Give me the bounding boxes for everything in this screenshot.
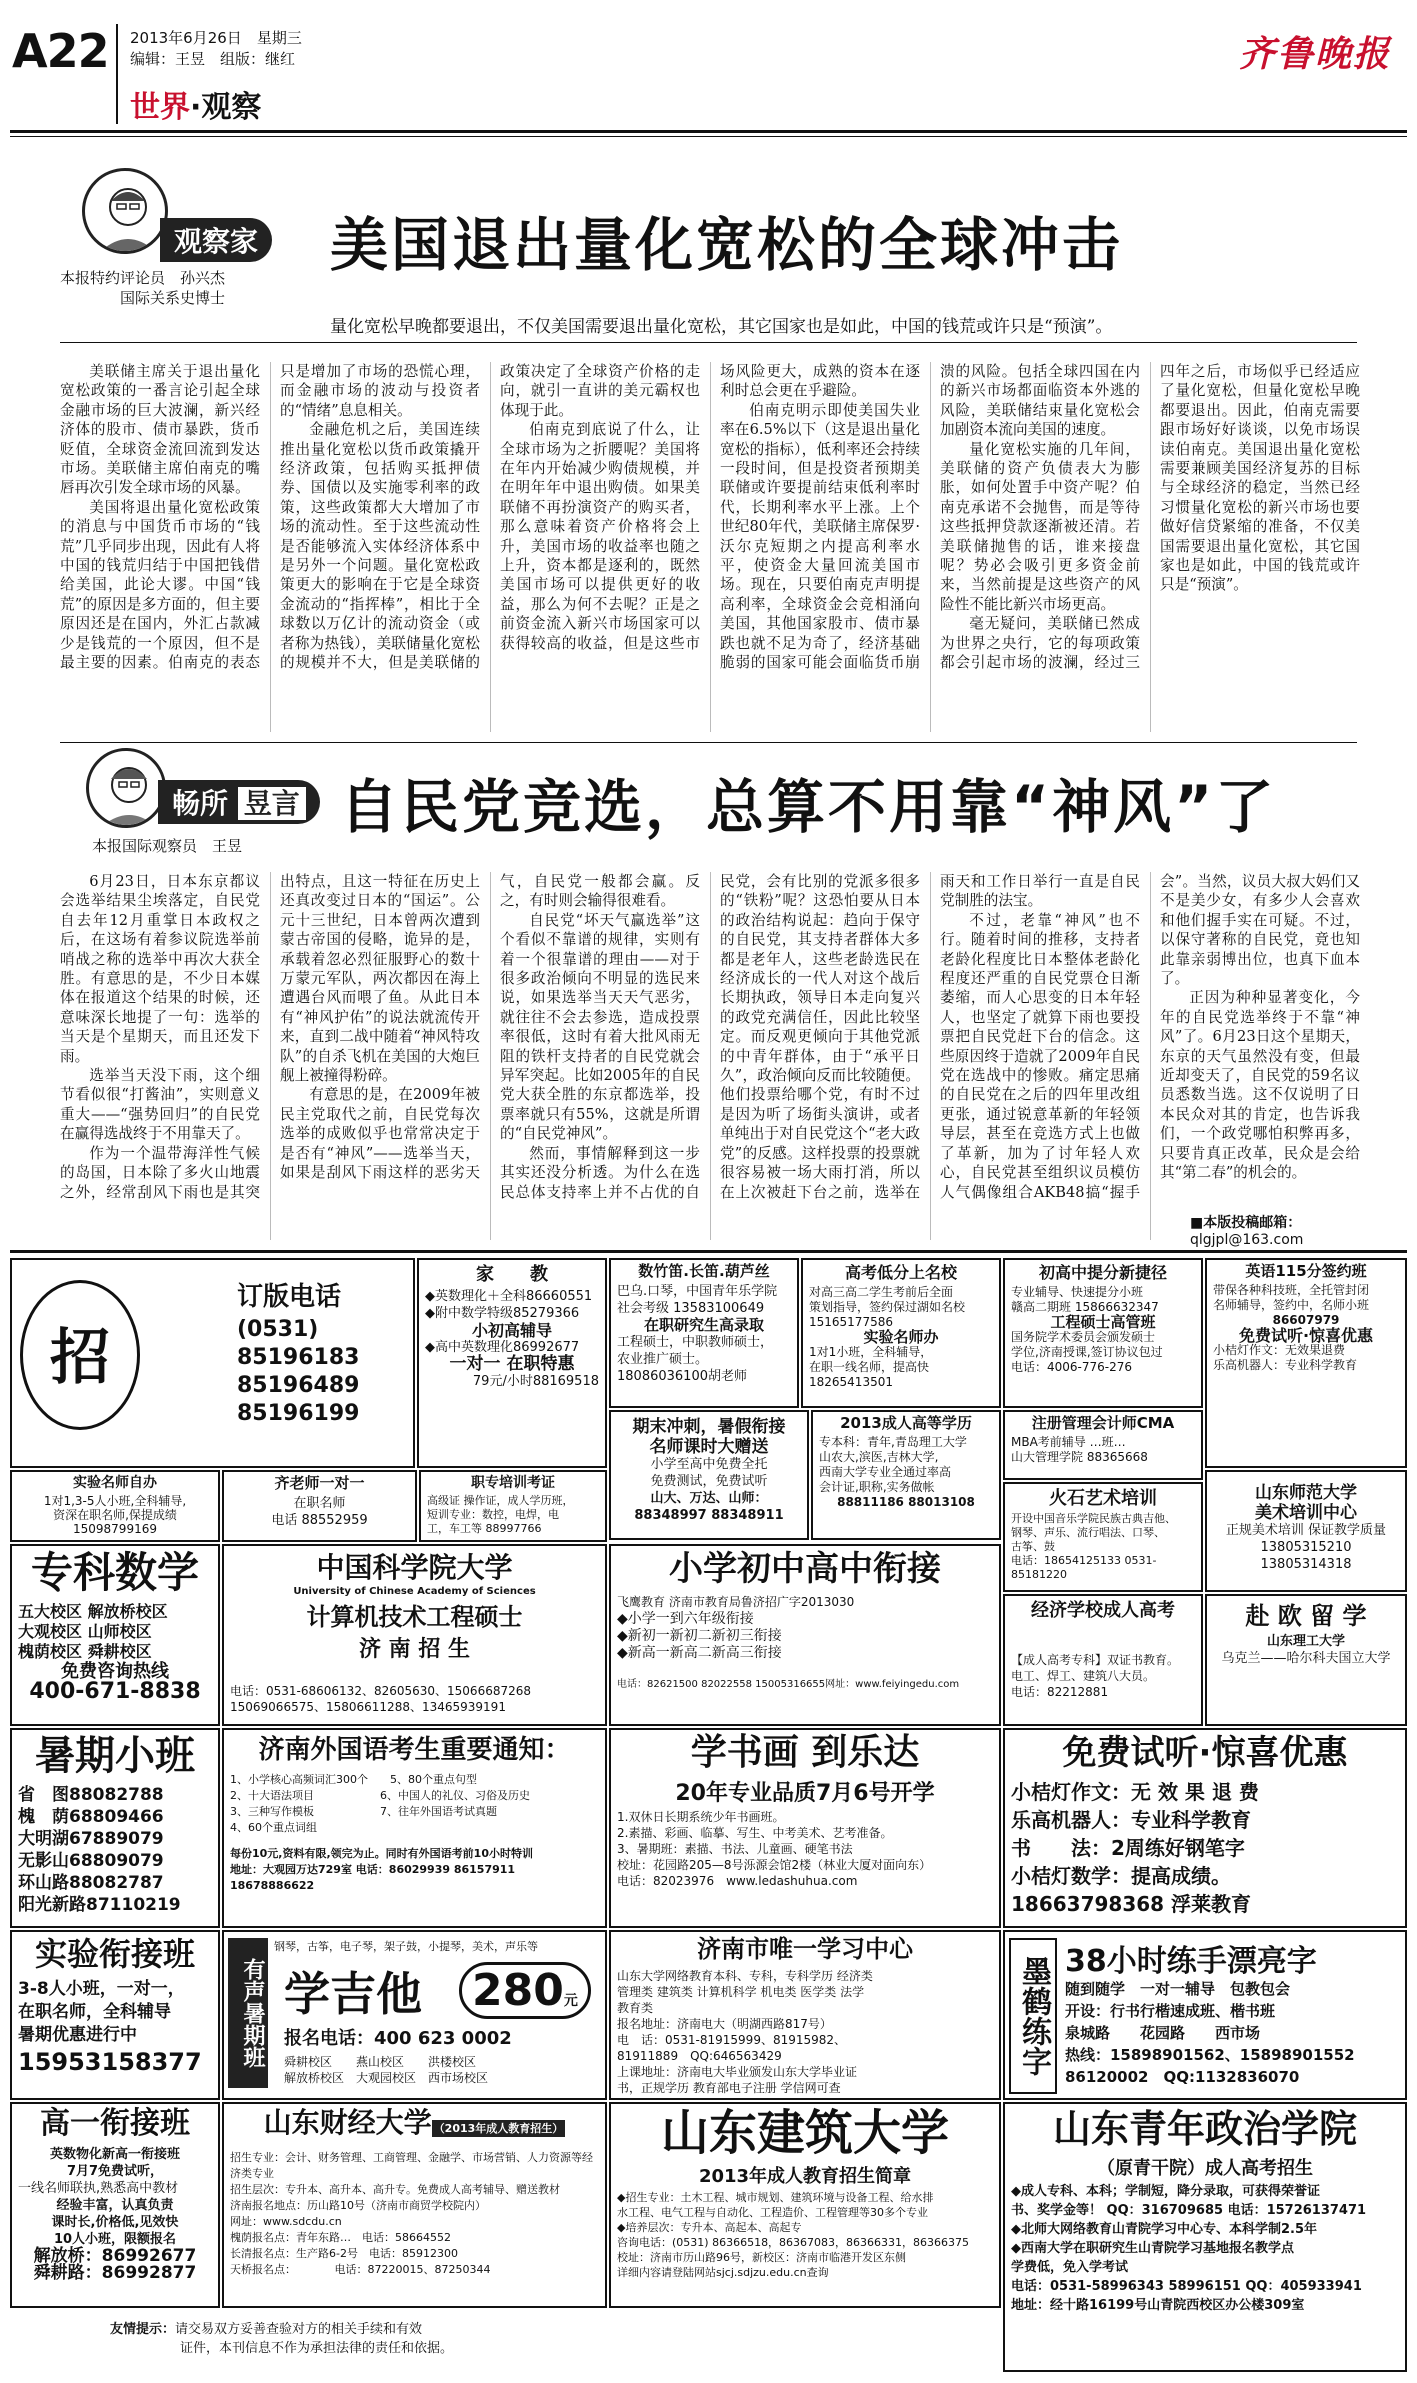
article1-para: 美国将退出量化宽松政策的消息与中国货币市场的“钱荒”几乎同步出现，因此有人将中国的钱荒归结于中国把钱借给美国，此论大谬。中国“钱荒”的原因是多方面的，但主要原因还是在国内，外汇占款减少是钱荒的一个原因，但不是最主要的因素。伯南克的表态只是增加了市场的恐慌心理，而金融市场的波动与投资者的“情绪”息息相关。: [60, 363, 480, 672]
ad-cma: 注册管理会计师CMA MBA考前辅导 …班… 山大管理学院 88365668: [1003, 1410, 1203, 1480]
ad-economics-school: 经济学校成人高考 【成人高考专科】双证书教育。 电工、焊工、建筑八大员。 电话：82212881: [1003, 1594, 1203, 1726]
ad-experiment-teacher: 实验名师自办 1对1,3-5人小班,全科辅导, 资深在职名师,保提成绩 15098799169: [10, 1470, 220, 1542]
article1-para: 伯南克明示即使美国失业率在6.5%以下（这是退出量化宽松的指标），低利率还会持续一段时间，但是投资者预期美联储或许要提前结束低利率时代，长期利率水平上涨。上个世纪80年代，美联储主席保罗·沃尔克短期之内提高利率水平，使资金大量回流美国市场。现在，只要伯南克声明提高利率，全球资金会竞相涌向美国，其他国家股市、债市暴跌也就不足为奇了，经济基础脆弱的国家可能会面临货币崩溃的风险。包括全球四国在内的新兴市场都面临资本外逃的风险，美联储结束量化宽松会加剧资本流向美国的速度。: [720, 363, 1140, 672]
article1-para: 伯南克到底说了什么，让全球市场为之折腰呢？美国将在年内开始减少购债规模，并在明年年中退出购债。如果美联储不再扮演资产的购买者，那么意味着资产价格将会上升，美国市场的收益率也随之上升，资本都是逐利的，既然美国市场可以提供更好的收益，那么为何不去呢？正是之前资金流入新兴市场国家可以获得较高的收益，但是这些市场风险更大，成熟的资本在逐利时总会更在乎避险。: [500, 363, 920, 652]
ad-grade10-bridge: 高一衔接班 英数物化新高一衔接班 7月7免费试听， 一线名师联执,熟悉高中教材 经验丰富，认真负责 课时长,价格低,见效快 10人小班，限额报名 解放桥：86992677 舜耕路：86992877: [10, 2102, 220, 2308]
headline-1: 美国退出量化宽松的全球冲击: [330, 211, 1124, 279]
article1-para: 金融危机之后，美国连续推出量化宽松以货币政策撬开经济政策，包括购买抵押债券、国债以及实施零利率的政策，这些政策都大大增加了市场的流动性。至于这些流动性是否能够流入实体经济体系中是另外一个问题。量化宽松政策更大的影响在于它是全球资金流动的“指挥棒”，相比于全球数以万亿计的流动资金（或者称为热钱），美联储量化宽松的规模并不大，但是美联储的政策决定了全球资产价格的走向，就引一直讲的美元霸权也体现于此。: [280, 363, 700, 672]
ad-ucas: 中国科学院大学 University of Chinese Academy of Sciences 计算机技术工程硕士 济 南 招 生 电话：0531-68606132、82605630、15066687268 15069066575、15806611288、13465939191: [222, 1544, 607, 1726]
ad-teacher-qi: 齐老师一对一 在职名师 电话 88552959: [222, 1470, 417, 1542]
ad-side-mark: 招: [20, 1280, 140, 1430]
deck-1: 量化宽松早晚都要退出，不仅美国需要退出量化宽松，其它国家也是如此，中国的钱荒或许只是“预演”。: [330, 317, 1113, 337]
author-portrait-2: [86, 748, 166, 828]
article1-body: [60, 362, 1360, 732]
newspaper-logo: 齐鲁晚报: [1238, 33, 1391, 75]
ad-vocational: 职专培训考证 高级证 操作证，成人学历班， 短训专业：数控，电焊，电 工，车工等 88997766: [419, 1470, 607, 1542]
article1-para: 毫无疑问，美联储已然成为世界之央行，它的每项政策都会引起市场的波澜，经过三四年之后，市场似乎已经适应了量化宽松，但量化宽松早晚都要退出。因此，伯南克需要跟市场好好谈谈，以免市场误读伯南克。美国退出量化宽松需要兼顾美国经济复苏的目标与全球经济的稳定，当然已经习惯量化宽松的新兴市场也要做好信贷紧缩的准备，不仅美国需要退出量化宽松，其它国家也是如此，中国的钱荒或许只是“预演”。: [940, 363, 1360, 672]
byline-1: 本报特约评论员 孙兴杰 国际关系史博士: [60, 269, 226, 307]
ad-sdyu: 山东青年政治学院 （原青干院）成人高考招生 ◆成人专科、本科；学制短，降分录取，可获得荣誉证 书、奖学金等！ QQ：316709685 电话：15726137471 ◆北师大网络教育山青院学习中心专、本科学制2.5年 ◆西南大学在职研究生山青院学习基地报名教学点 学费低，免入学考试 电话：0531-58996343 58996151 QQ：405933941 地址：经十路16199号山青院西校区办公楼309室: [1003, 2102, 1407, 2372]
issue-meta: [130, 28, 302, 70]
article2-para: 然而，事情解释到这一步其实还没分析透。为什么在选民总体支持率上并不占优的自民党，会有比别的党派多很多的“铁粉”呢？这恐怕要从日本的政治结构说起：趋向于保守的自民党，其支持者群体大多都是老年人，这些老龄选民在经济成长的一代人对这个战后长期执政，领导日本走向复兴的政党充满信任，因此比较坚定。而反观更倾向于其他党派的中青年群体，由于“承平日久”，政治倾向反而比较随便。他们投票给哪个党，有时不过是因为听了场街头演讲，或者单纯出于对自民党这个“老大政党”的反感。这样投票的投票就很容易被一场大雨打消，所以在上次被赶下台之前，选举在雨天和工作日举行一直是自民党制胜的法宝。: [500, 873, 1140, 1201]
ad-summer-class: 暑期小班 省 图88082788 槐 荫68809466 大明湖67889079 无影山68809079 环山路88082787 阳光新路87110219: [10, 1728, 220, 1928]
author-portrait-1: [82, 168, 168, 254]
article-separator: [60, 742, 1357, 743]
byline-2: 本报国际观察员 王昱: [92, 837, 243, 855]
article1-rule: [60, 342, 1357, 343]
headline-2: 自民党竞选，总算不用靠“神风”了: [340, 773, 1277, 841]
article2-body: [60, 872, 1360, 1240]
ad-adult-degree: 2013成人高等学历 专本科：青年,青岛理工大学 山农大,滨医,吉林大学, 西南大学专业全通过率高 会计证,职称,实务做帐 88811186 88013108: [811, 1410, 1001, 1540]
column-badge-opinion: 畅所 昱言: [158, 780, 320, 824]
ad-english: 英语115分签约班 带保各种科技班，全托管封闭 名师辅导，签约中，名师小班 86607979 免费试听·惊喜优惠 小桔灯作文：无效果退费 乐高机器人：专业科学教育: [1205, 1258, 1407, 1468]
ad-sdnu-art: 山东师范大学 美术培训中心 正规美术培训 保证教学质量 13805315210 13805314318: [1205, 1470, 1407, 1592]
ad-sdjzu: 山东建筑大学 2013年成人教育招生简章 ◆招生专业：土木工程、城市规划、建筑环境与设备工程、给水排 水工程、电气工程与自动化、工程造价、工程管理等30多个专业 ◆培养层次：专升本、高起本、高起专 咨询电话：(0531) 86366518，86367083，86366331，86366375 校址：济南市历山路96号，新校区：济南市临港开发区东侧 详细内容请登陆网站sjcj.sdjzu.edu.cn查询: [609, 2102, 1001, 2308]
footer-notice: 友情提示：请交易双方妥善查验对方的相关手续和有效 证件，本刊信息不作为承担法律的责任和依据。: [110, 2322, 454, 2356]
ad-study-europe: 赴 欧 留 学 山东理工大学 乌克兰——哈尔科夫国立大学: [1205, 1594, 1407, 1726]
ad-foreign-language-notice: 济南外国语考生重要通知： 1、小学核心高频词汇300个 5、80个重点句型 2、十大语法项目 6、中国人的礼仪、习俗及历史 3、三种写作模板 7、往年外国语考试真题 4、60个重点词组 每份10元,资料有限,领完为止。同时有外国语考前10小时特训 地址：大观园万达729室 电话：86029939 86157911 18678886622: [222, 1728, 607, 1928]
article1-para: 量化宽松实施的几年间，美联储的资产负债表大为膨胀，如何处置手中资产呢？伯南克承诺不会抛售，而是等待这些抵押贷款逐渐被还清。若美联储抛售的话，谁来接盘呢？势必会吸引更多资金前来，当然前提是这些资产的风险性不能比新兴市场更高。: [940, 440, 1140, 613]
header-divider: [116, 24, 118, 124]
header-rule: [10, 130, 1407, 133]
email-link[interactable]: qlgjpl@163.com: [1190, 1232, 1304, 1248]
ad-free-trial: 免费试听·惊喜优惠 小桔灯作文：无 效 果 退 费 乐高机器人：专业科学教育 书 法：2周练好钢笔字 小桔灯数学：提高成绩。 18663798368 浮莱教育: [1003, 1728, 1407, 1928]
ad-school-bridge: 小学初中高中衔接 飞鹰教育 济南市教育局鲁济招广字2013030 ◆小学一到六年级衔接 ◆新初一新初二新初三衔接 ◆新高一新高二新高三衔接 电话：82621500 82022558 15005316655网址：www.feiyingedu.com: [609, 1544, 1001, 1726]
article2-para: 有意思的是，在2009年被民主党取代之前，自民党每次选举的成败似乎也常常决定于是否有“神风”——选举当天，如果是刮风下雨这样的恶劣天气，自民党一般都会赢。反之，有时则会输得很难看。: [280, 873, 700, 1182]
ad-handwriting-logo: 墨鹤练字: [1009, 1938, 1057, 2094]
ad-guitar-price: 280元: [459, 1962, 591, 2019]
ad-sdufe: 山东财经大学 （2013年成人教育招生） 招生专业：会计、财务管理、工商管理、金融学、市场营销、人力资源等经济类专业 招生层次：专升本、高升本、高升专。免费成人高考辅导、赠送教材 济南报名地点：历山路10号（济南市商贸学校院内） 网址：www.sdcdu.cn 槐荫报名点：青年东路… 电话：58664552 长清报名点：生产路6-2号 电话：85912300 天桥报名点： 电话：87220015、87250344: [222, 2102, 607, 2308]
ad-summer-bridge: 期末冲刺，暑假衔接 名师课时大赠送 小学至高中免费全托 免费测试，免费试听 山大、万达、山师： 88348997 88348911: [609, 1410, 809, 1540]
issue-weekday: 星期三: [256, 29, 302, 47]
ad-tutoring: 家 教 ◆英数理化＋全科86660551 ◆附中数学特级85279366 小初高辅导 ◆高中英数理化86992677 一对一 在职特惠 79元/小时88169518: [417, 1258, 607, 1468]
article2-para: 作为一个温带海洋性气候的岛国，日本除了多火山地震之外，经常刮风下雨也是其突出特点，且这一特征在历史上还真改变过日本的“国运”。公元十三世纪，日本曾两次遭到蒙古帝国的侵略，诡异的是，承载着忽必烈征服野心的数十万蒙元军队，两次都因在海上遭遇台风而喂了鱼。从此日本有“神风护佑”的说法就流传开来，直到二战中随着“神风特攻队”的自杀飞机在美国的大炮巨舰上被撞得粉碎。: [60, 873, 480, 1201]
ad-experiment-bridge: 实验衔接班 3-8人小班，一对一， 在职名师，全科辅导 暑期优惠进行中 15953158377: [10, 1930, 220, 2100]
ad-gaokao: 高考低分上名校 对高三高二学生考前后全面 策划指导，签约保过湖如名校 15165177586 实验名师办 1对1小班，全科辅导， 在职一线名师，提高快 18265413501: [801, 1258, 1001, 1408]
article2-para: 6月23日，日本东京都议会选举结果尘埃落定，自民党自去年12月重掌日本政权之后，在这场有着参议院选举前哨战之称的选举中再次大获全胜。有意思的是，不少日本媒体在报道这个结果的时候，还意味深长地提了一句：选举的当天是个星期天，而且还发下雨。: [60, 873, 260, 1065]
article2-para: 不过，老靠“神风”也不行。随着时间的推移，支持者老龄化程度比日本整体老龄化程度还严重的自民党票仓日渐萎缩，而人心思变的日本年轻人，也坚定了就算下雨也要投票把自民党赶下台的信念。这些原因终于造就了2009年自民党在选战中的惨败。痛定思痛的自民党在之后的四年里改组更张，通过锐意革新的年轻领导层，甚至在竞选方式上也做了革新，加为了讨年轻人欢心，自民党甚至组织议员模仿人气偶像组合AKB48搞“握手会”。当然，议员大叔大妈们又不是美少女，有多少人会喜欢和他们握手实在可疑。不过，以保守著称的自民党，竟也知此靠亲弱博出位，也真下血本了。: [940, 873, 1360, 1201]
ad-art-training: 火石艺术培训 开设中国音乐学院民族古典吉他、 钢琴、声乐、流行唱法、口琴、 古筝、鼓 电话：18654125133 0531-85181220: [1003, 1482, 1203, 1592]
ad-learning-center: 济南市唯一学习中心 山东大学网络教育本科、专科，专科学历 经济类 管理类 建筑类 计算机科学 机电类 医学类 法学 教育类 报名地址：济南电大（明湖西路817号） 电 话：0531-81915999、81915982、 81911889 QQ:646563429 上课地址：济南电大毕业颁发山东大学毕业证 书，正规学历 教育部电子注册 学信网可查: [609, 1930, 1001, 2100]
ads-top-rule: [10, 1250, 1407, 1253]
ad-music-grad: 数竹笛.长笛.葫芦丝 巴乌.口琴，中国青年乐学院 社会考级 13583100649 在职研究生高录取 工程硕士，中职教师硕士， 农业推广硕士。 18086036100胡老师: [609, 1258, 799, 1408]
article2-para: 正因为种种显著变化，今年的自民党选举终于不靠“神风”了。6月23日这个星期天，东京的天气虽然没有变，但最近却变天了，自民党的59名议员悉数当选。这不仅说明了日本民众对其的肯定，也告诉我们，一个政党哪怕积弊再多，只要肯真正改革，民众是会给其“第二春”的机会的。: [1160, 989, 1360, 1182]
ad-subscription: 招 订版电话 (0531) 85196183 85196489 85196199: [10, 1258, 415, 1468]
ad-handwriting: 墨鹤练字 38小时练手漂亮字 随到随学 一对一辅导 包教包会 开设：行书行楷速成班、楷书班 泉城路 花园路 西市场 热线：15898901562、15898901552 86120002 QQ:1132836070: [1003, 1930, 1407, 2100]
ad-guitar: 有声暑期班 钢琴，古筝，电子琴，架子鼓，小提琴，美术，声乐等 学吉他 280元 报名电话：400 623 0002 舜耕校区 燕山校区 洪楼校区 解放桥校区 大观园校区 西市场校区: [222, 1930, 607, 2100]
issue-date: 2013年6月26日: [130, 29, 242, 47]
article1-para: 美联储主席关于退出量化宽松政策的一番言论引起全球金融市场的巨大波澜，新兴经济体的股市、债市暴跌，货币贬值，全球资金流回流到发达市场。美联储主席伯南克的嘴唇再次引发全球市场的风暴。: [60, 363, 260, 497]
header-rule-thin: [10, 136, 1407, 137]
article2-para: 自民党“坏天气赢选举”这个看似不靠谱的规律，实则有着一个很靠谱的理由——对于很多政治倾向不明显的选民来说，如果选举当天天气恶劣，就往往不会去参选，造成投票率很低，这时有着大批风雨无阻的铁杆支持者的自民党就会异军突起。比如2005年的自民党大获全胜的东京都选举，投票率就只有55%，这就是所谓的“自民党神风”。: [500, 911, 700, 1143]
designer: 组版：继红: [220, 50, 296, 68]
article2-para: 选举当天没下雨，这个细节看似很“打酱油”，实则意义重大——“强势回归”的自民党在赢得选战终于不用靠天了。: [60, 1067, 260, 1143]
ad-calligraphy-leda: 学书画 到乐达 20年专业品质7月6号开学 1.双休日长期系统少年书画班。 2.素描、彩画、临摹、写生、中考美术、艺考准备。 3、暑期班：素描、书法、儿童画、硬笔书法 校址：花园路205—8号泺源会馆2楼（林业大厦对面向东） 电话：82023976 www.ledashuhua.com: [609, 1728, 1001, 1928]
column-badge-observer: 观察家: [160, 218, 272, 262]
ad-engineering-master: 初高中提分新捷径 专业辅导、快速提分小班 赣高二期班 15866632347 工程硕士高管班 国务院学术委员会颁发硕士 学位,济南授课,签订协议包过 电话：4006-776-276: [1003, 1258, 1203, 1408]
page-number: A22: [12, 24, 109, 78]
section-title: 世界·观察: [130, 90, 262, 125]
ad-guitar-side: 有声暑期班: [228, 1938, 268, 2088]
editor: 编辑：王昱: [130, 50, 206, 68]
email-box: ■本版投稿邮箱： qlgjpl@163.com: [1190, 1215, 1304, 1248]
ad-college-math: 专科数学 五大校区 解放桥校区 大观校区 山师校区 槐荫校区 舜耕校区 免费咨询热线 400-671-8838: [10, 1544, 220, 1726]
